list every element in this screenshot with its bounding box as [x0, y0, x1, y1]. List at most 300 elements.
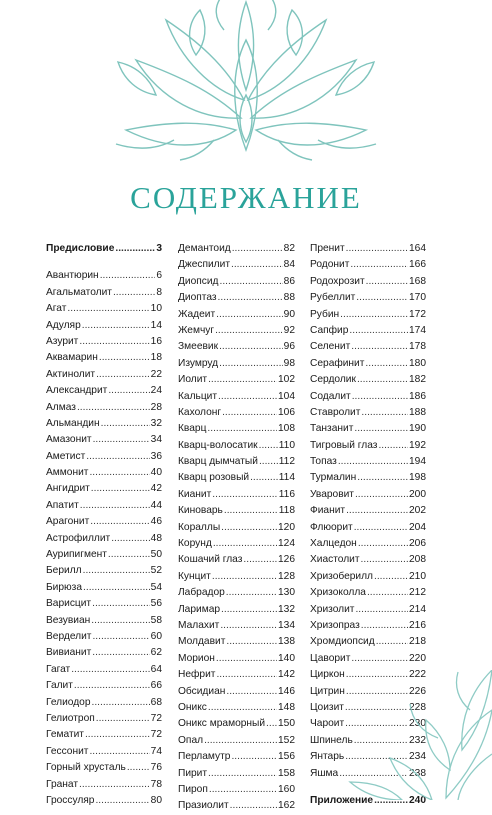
- toc-entry-title: Ангидрит: [46, 483, 90, 495]
- toc-entry-page: 8: [156, 286, 162, 298]
- toc-entry-title: Халцедон: [310, 538, 357, 550]
- dot-leader: [213, 536, 277, 552]
- toc-entry-page: 226: [409, 685, 426, 697]
- toc-entry-title: Молдавит: [178, 636, 226, 648]
- toc-entry: [310, 487, 426, 503]
- dot-leader: [216, 667, 277, 683]
- toc-entry-page: 32: [150, 417, 162, 429]
- toc-entry: [46, 367, 162, 383]
- dot-leader: [92, 645, 149, 661]
- toc-entry: [46, 285, 162, 301]
- toc-entry-title: Уваровит: [310, 488, 354, 500]
- toc-entry-title: Бирюза: [46, 581, 83, 593]
- toc-entry: [310, 536, 426, 552]
- toc-entry: [178, 716, 295, 732]
- toc-entry: [46, 662, 162, 678]
- toc-entry-page: 40: [150, 467, 162, 479]
- toc-entry: [178, 602, 295, 618]
- toc-entry: [178, 307, 295, 323]
- toc-entry-title: Кварц розовый: [178, 472, 250, 484]
- dot-leader: [79, 334, 149, 350]
- toc-entry: [310, 356, 426, 372]
- toc-entry: [46, 400, 162, 416]
- toc-entry-title: Опал: [178, 734, 204, 746]
- dot-leader: [82, 318, 150, 334]
- toc-entry: [310, 634, 426, 650]
- toc-entry-title: Апатит: [46, 499, 79, 511]
- toc-entry-page: 34: [150, 434, 162, 446]
- toc-entry-page: 54: [150, 581, 162, 593]
- dot-leader: [361, 405, 408, 421]
- toc-entry-page: 200: [409, 488, 426, 500]
- toc-entry: [178, 241, 295, 257]
- toc-entry-page: 78: [150, 778, 162, 790]
- dot-leader: [96, 367, 150, 383]
- dot-leader: [361, 552, 408, 568]
- toc-entry-title: Пренит: [310, 243, 345, 254]
- toc-entry-title: Хризоколла: [310, 587, 366, 599]
- dot-leader: [224, 503, 278, 519]
- toc-entry-page: 62: [150, 647, 162, 659]
- toc-entry-page: 128: [278, 570, 295, 582]
- dot-leader: [351, 651, 408, 667]
- toc-entry-title: Цаворит: [310, 652, 351, 664]
- dot-leader: [80, 498, 150, 514]
- toc-entry-title: Хиастолит: [310, 554, 360, 566]
- toc-entry-page: 50: [150, 549, 162, 561]
- dot-leader: [90, 514, 149, 530]
- dot-leader: [220, 274, 283, 290]
- mandala-ornament-top: [96, 0, 396, 162]
- toc-entry-title: Аметист: [46, 450, 86, 462]
- toc-entry-title: Аммонит: [46, 467, 89, 479]
- toc-entry: [178, 323, 295, 339]
- toc-entry: [178, 389, 295, 405]
- toc-entry-title: Галит: [46, 680, 73, 692]
- toc-entry-title: Берилл: [46, 565, 82, 577]
- toc-entry: [178, 618, 295, 634]
- toc-entry-title: Горный хрусталь: [46, 762, 126, 774]
- dot-leader: [358, 536, 408, 552]
- dot-leader: [99, 350, 150, 366]
- dot-leader: [216, 307, 283, 323]
- toc-entry-title: Гроссуляр: [46, 794, 95, 806]
- toc-entry-page: 66: [150, 680, 162, 692]
- toc-entry-page: 162: [278, 800, 295, 812]
- toc-entry-title: Авантюрин: [46, 270, 99, 282]
- toc-entry-page: 124: [278, 538, 295, 550]
- toc-entry-page: 206: [409, 538, 426, 550]
- dot-leader: [351, 339, 408, 355]
- toc-entry-title: Диопсид: [178, 275, 219, 287]
- toc-entry: [178, 585, 295, 601]
- toc-entry-title: Топаз: [310, 456, 337, 468]
- dot-leader: [212, 569, 277, 585]
- dot-leader: [218, 389, 277, 405]
- dot-leader: [354, 421, 408, 437]
- toc-entry-title: Танзанит: [310, 423, 354, 435]
- toc-entry-page: 72: [150, 729, 162, 741]
- toc-entry: [178, 421, 295, 437]
- toc-entry-title: Серафинит: [310, 357, 365, 369]
- dot-leader: [79, 777, 150, 793]
- dot-leader: [226, 634, 277, 650]
- dot-leader: [216, 651, 277, 667]
- toc-entry-title: Александрит: [46, 385, 108, 397]
- toc-entry-title: Пироп: [178, 783, 208, 795]
- toc-entry: [46, 432, 162, 448]
- toc-entry-page: 44: [150, 499, 162, 511]
- toc-entry-page: 58: [150, 614, 162, 626]
- dot-leader: [356, 290, 408, 306]
- dot-leader: [74, 678, 150, 694]
- dot-leader: [95, 793, 149, 809]
- toc-entry-title: Арагонит: [46, 516, 90, 528]
- toc-entry: [178, 339, 295, 355]
- toc-entry-page: 230: [409, 718, 426, 730]
- dot-leader: [89, 744, 149, 760]
- toc-entry-title: Яшма: [310, 767, 339, 779]
- toc-entry-title: Жадеит: [178, 308, 216, 320]
- dot-leader: [111, 531, 149, 547]
- toc-entry: [310, 454, 426, 470]
- toc-entry: [46, 547, 162, 563]
- toc-entry-title: Варисцит: [46, 598, 92, 610]
- toc-entry-title: Ставролит: [310, 406, 361, 418]
- toc-entry: [46, 481, 162, 497]
- toc-entry-title: Гелиотроп: [46, 712, 95, 724]
- dot-leader: [338, 454, 408, 470]
- toc-entry-title: Родохрозит: [310, 275, 365, 287]
- toc-entry: [46, 580, 162, 596]
- toc-entry-page: 24: [150, 385, 162, 397]
- toc-entry: [46, 498, 162, 514]
- toc-entry: [310, 323, 426, 339]
- toc-entry-title: Аквамарин: [46, 352, 98, 364]
- dot-leader: [93, 432, 150, 448]
- dot-leader: [231, 749, 277, 765]
- toc-entry: [178, 667, 295, 683]
- toc-entry: [310, 274, 426, 290]
- toc-entry-page: 148: [278, 701, 295, 713]
- toc-entry-title: Морион: [178, 652, 215, 664]
- toc-entry-page: 186: [409, 390, 426, 402]
- dot-leader: [96, 711, 150, 727]
- toc-entry-title: Предисловие: [46, 243, 115, 254]
- toc-entry-title: Астрофиллит: [46, 532, 111, 544]
- toc-entry: [310, 569, 426, 585]
- toc-entry: [46, 760, 162, 776]
- toc-entry: [178, 520, 295, 536]
- page-title: СОДЕРЖАНИЕ: [130, 180, 362, 215]
- toc-entry-page: 126: [278, 554, 295, 566]
- toc-entry: [310, 290, 426, 306]
- toc-entry-page: 204: [409, 521, 426, 533]
- toc-entry-page: 188: [409, 406, 426, 418]
- toc-entry-title: Кианит: [178, 488, 212, 500]
- toc-entry-title: Актинолит: [46, 368, 96, 380]
- toc-entry: [310, 405, 426, 421]
- dot-leader: [101, 416, 150, 432]
- toc-entry: [178, 274, 295, 290]
- dot-leader: [349, 323, 408, 339]
- dot-leader: [108, 383, 149, 399]
- toc-entry-title: Хризоберилл: [310, 570, 374, 582]
- toc-entry-title: Гагат: [46, 663, 71, 675]
- dot-leader: [71, 662, 149, 678]
- toc-entry-page: 210: [409, 570, 426, 582]
- toc-entry-title: Лабрадор: [178, 587, 225, 599]
- toc-entry-page: 180: [409, 357, 426, 369]
- dot-leader: [352, 389, 408, 405]
- toc-entry-page: 42: [150, 483, 162, 495]
- dot-leader: [222, 405, 277, 421]
- dot-leader: [208, 372, 277, 388]
- toc-entry-page: 238: [409, 767, 426, 779]
- toc-entry-title: Обсидиан: [178, 685, 226, 697]
- toc-entry-title: Цоизит: [310, 701, 344, 713]
- toc-entry-page: 120: [278, 521, 295, 533]
- toc-entry-title: Турмалин: [310, 472, 357, 484]
- dot-leader: [266, 716, 277, 732]
- toc-entry: [46, 629, 162, 645]
- dot-leader: [207, 421, 277, 437]
- toc-entry-title: Кошачий глаз: [178, 554, 243, 566]
- toc-entry: [178, 749, 295, 765]
- toc-entry: [310, 438, 426, 454]
- toc-entry: [46, 645, 162, 661]
- toc-entry-page: 208: [409, 554, 426, 566]
- toc-entry-title: Кораллы: [178, 521, 221, 533]
- dot-leader: [85, 727, 150, 743]
- toc-entry: [46, 301, 162, 317]
- toc-entry-page: 174: [409, 324, 426, 336]
- dot-leader: [83, 563, 150, 579]
- dot-leader: [226, 585, 277, 601]
- toc-entry-title: Селенит: [310, 341, 351, 353]
- dot-leader: [67, 301, 149, 317]
- dot-leader: [365, 356, 408, 372]
- toc-entry: [178, 766, 295, 782]
- toc-entry-page: 52: [150, 565, 162, 577]
- toc-entry: [46, 241, 162, 257]
- toc-entry: [46, 695, 162, 711]
- dot-leader: [92, 596, 150, 612]
- toc-entry-page: 10: [150, 303, 162, 315]
- toc-entry: [310, 552, 426, 568]
- toc-entry-title: Содалит: [310, 390, 351, 402]
- toc-entry-page: 86: [283, 275, 295, 287]
- toc-entry-page: 98: [283, 357, 295, 369]
- toc-entry-page: 104: [278, 390, 295, 402]
- toc-entry-page: 220: [409, 652, 426, 664]
- toc-entry-page: 22: [150, 368, 162, 380]
- toc-entry: [310, 389, 426, 405]
- toc-entry-title: Пирит: [178, 767, 208, 779]
- toc-entry: [310, 257, 426, 273]
- dot-leader: [115, 241, 155, 257]
- toc-entry: [46, 777, 162, 793]
- toc-entry-title: Диоптаз: [178, 292, 217, 304]
- toc-entry-title: Корунд: [178, 538, 212, 550]
- dot-leader: [346, 503, 408, 519]
- dot-leader: [219, 339, 283, 355]
- dot-leader: [221, 602, 277, 618]
- toc-entry-page: 80: [150, 794, 162, 806]
- toc-entry-page: 194: [409, 456, 426, 468]
- toc-entry: [178, 651, 295, 667]
- toc-entry: [46, 318, 162, 334]
- dot-leader: [108, 547, 150, 563]
- toc-entry-page: 134: [278, 619, 295, 631]
- dot-leader: [92, 695, 150, 711]
- toc-entry-page: 190: [409, 423, 426, 435]
- toc-entry-title: Изумруд: [178, 357, 219, 369]
- toc-entry-page: 232: [409, 734, 426, 746]
- toc-entry-title: Кварц-волосатик: [178, 439, 258, 451]
- toc-entry-title: Ларимар: [178, 603, 221, 615]
- toc-entry-page: 228: [409, 701, 426, 713]
- toc-entry: [178, 569, 295, 585]
- toc-entry-title: Аурипигмент: [46, 549, 107, 561]
- dot-leader: [366, 274, 408, 290]
- toc-entry: [178, 798, 295, 814]
- toc-entry-title: Флюорит: [310, 521, 353, 533]
- dot-leader: [354, 520, 408, 536]
- toc-entry-title: Кальцит: [178, 390, 218, 402]
- toc-entry-page: 102: [278, 374, 295, 386]
- toc-entry-page: 3: [156, 243, 162, 254]
- toc-entry-title: Оникс: [178, 701, 207, 713]
- dot-leader: [209, 782, 277, 798]
- toc-entry-title: Янтарь: [310, 751, 345, 763]
- dot-leader: [92, 629, 149, 645]
- toc-entry-title: Агальматолит: [46, 286, 112, 298]
- toc-entry: [310, 241, 426, 257]
- toc-entry: [46, 334, 162, 350]
- toc-entry-title: Кварц: [178, 423, 207, 435]
- toc-entry-page: 36: [150, 450, 162, 462]
- dot-leader: [91, 613, 149, 629]
- toc-entry-page: 64: [150, 663, 162, 675]
- toc-entry-page: 140: [278, 652, 295, 664]
- toc-entry-title: Альмандин: [46, 417, 100, 429]
- toc-entry-title: Адуляр: [46, 319, 81, 331]
- toc-entry-page: 168: [409, 275, 426, 287]
- toc-entry-page: 116: [278, 488, 295, 500]
- toc-entry-page: 14: [150, 319, 162, 331]
- toc-column-2: [178, 241, 295, 815]
- toc-entry: [178, 470, 295, 486]
- toc-entry: [178, 487, 295, 503]
- toc-entry-page: 152: [278, 734, 295, 746]
- toc-entry-page: 118: [278, 505, 295, 517]
- dot-leader: [83, 580, 150, 596]
- dot-leader: [376, 634, 408, 650]
- toc-entry-page: 106: [278, 406, 295, 418]
- toc-entry: [310, 339, 426, 355]
- toc-entry-title: Родонит: [310, 259, 350, 271]
- toc-entry-page: 56: [150, 598, 162, 610]
- toc-entry-page: 76: [150, 762, 162, 774]
- toc-entry: [310, 651, 426, 667]
- toc-entry: [178, 634, 295, 650]
- toc-entry-title: Рубеллит: [310, 292, 356, 304]
- toc-entry-page: 18: [150, 352, 162, 364]
- toc-entry-page: 170: [409, 292, 426, 304]
- toc-column-1: [46, 241, 162, 809]
- toc-entry: [46, 744, 162, 760]
- toc-entry-title: Везувиан: [46, 614, 91, 626]
- toc-entry-page: 240: [409, 794, 426, 806]
- toc-entry-page: 96: [283, 341, 295, 353]
- toc-entry: [46, 350, 162, 366]
- toc-entry-title: Приложение: [310, 794, 374, 806]
- toc-entry: [178, 782, 295, 798]
- toc-entry-page: 132: [278, 603, 295, 615]
- toc-entry-title: Гессонит: [46, 745, 89, 757]
- toc-entry-page: 160: [278, 783, 295, 795]
- toc-entry-title: Чароит: [310, 718, 345, 730]
- toc-entry-title: Хризопраз: [310, 619, 360, 631]
- dot-leader: [374, 569, 408, 585]
- toc-entry-page: 74: [150, 745, 162, 757]
- dot-leader: [204, 733, 277, 749]
- toc-entry-title: Агат: [46, 303, 67, 315]
- toc-entry-page: 182: [409, 374, 426, 386]
- dot-leader: [355, 487, 408, 503]
- dot-leader: [357, 372, 408, 388]
- toc-entry-page: 110: [278, 439, 295, 451]
- toc-entry: [310, 470, 426, 486]
- toc-entry-page: 146: [278, 685, 295, 697]
- mandala-ornament-corner: [342, 670, 492, 800]
- dot-leader: [219, 356, 283, 372]
- dot-leader: [208, 766, 277, 782]
- dot-leader: [259, 438, 278, 454]
- dot-leader: [127, 760, 150, 776]
- dot-leader: [221, 520, 277, 536]
- dot-leader: [91, 481, 150, 497]
- toc-entry: [178, 684, 295, 700]
- toc-entry-title: Сердолик: [310, 374, 356, 386]
- toc-entry: [46, 514, 162, 530]
- toc-entry: [46, 596, 162, 612]
- toc-entry-page: 92: [283, 324, 295, 336]
- toc-entry: [310, 307, 426, 323]
- toc-entry-page: 72: [150, 712, 162, 724]
- toc-entry: [46, 793, 162, 809]
- toc-entry: [46, 563, 162, 579]
- toc-entry-page: 46: [150, 516, 162, 528]
- toc-entry-title: Нефрит: [178, 669, 216, 681]
- toc-entry: [310, 520, 426, 536]
- dot-leader: [231, 257, 283, 273]
- toc-entry-page: 90: [283, 308, 295, 320]
- toc-entry-title: Змеевик: [178, 341, 219, 353]
- toc-entry-page: 138: [278, 636, 295, 648]
- toc-entry-title: Иолит: [178, 374, 208, 386]
- toc-entry-title: Джеспилит: [178, 259, 230, 271]
- toc-entry-page: 68: [150, 696, 162, 708]
- toc-entry-page: 178: [409, 341, 426, 353]
- toc-entry: [178, 536, 295, 552]
- toc-entry-page: 84: [283, 259, 295, 271]
- toc-entry-page: 28: [150, 401, 162, 413]
- toc-entry-page: 112: [278, 456, 295, 468]
- dot-leader: [100, 268, 156, 284]
- toc-entry: [178, 700, 295, 716]
